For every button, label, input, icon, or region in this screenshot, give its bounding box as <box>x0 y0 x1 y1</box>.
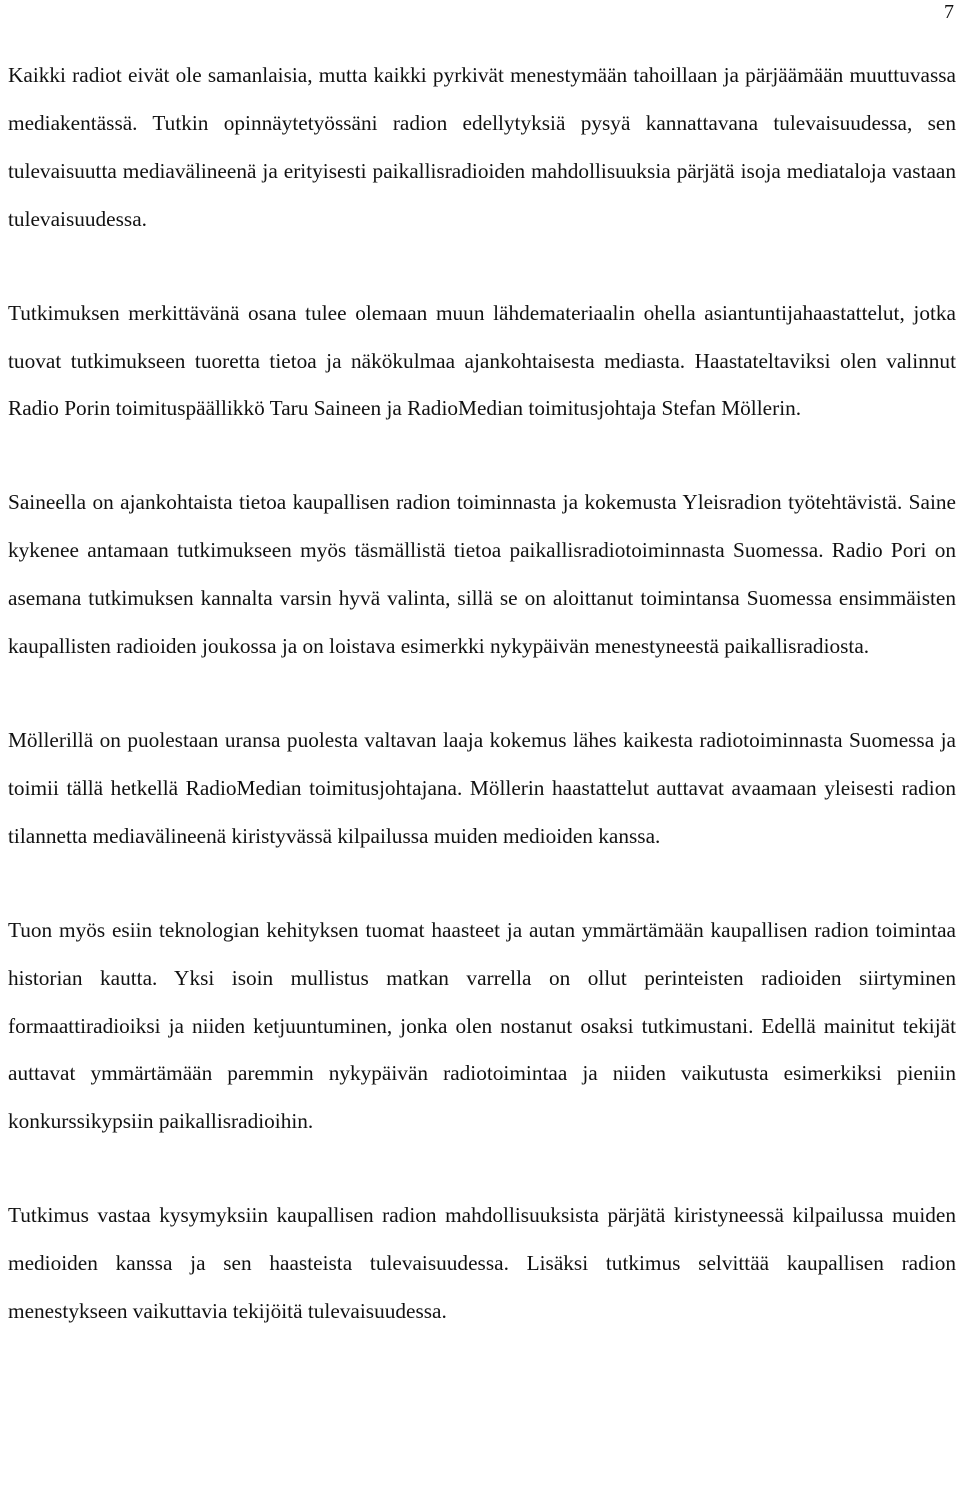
paragraph-4: Möllerillä on puolestaan uransa puolesta valtavan laaja kokemus lähes kaikesta radiotoiminnasta Suomessa ja toimii tällä hetkellä RadioMedian toimitusjohtajana. Möllerin haastattelut auttavat avaamaan yleisesti radion tilannetta mediavälineenä kiristyvässä kilpailussa muiden medioiden kanssa. <box>8 727 956 848</box>
body-text <box>8 52 956 1382</box>
paragraph-2: Tutkimuksen merkittävänä osana tulee olemaan muun lähdemateriaalin ohella asiantuntijahaastattelut, jotka tuovat tutkimukseen tuoretta tietoa ja näkökulmaa ajankohtaisesta mediasta. Haastateltaviksi olen valinnut Radio Porin toimituspäällikkö Taru Saineen ja RadioMedian toimitusjohtaja Stefan Möllerin. <box>8 300 956 421</box>
page-number: 7 <box>944 1 954 23</box>
paragraph-5: Tuon myös esiin teknologian kehityksen tuomat haasteet ja autan ymmärtämään kaupallisen radion toimintaa historian kautta. Yksi isoin mullistus matkan varrella on ollut perinteisten radioiden siirtyminen formaattiradioiksi ja niiden ketjuuntuminen, jonka olen nostanut osaksi tutkimustani. Edellä mainitut tekijät auttavat ymmärtämään paremmin nykypäivän radiotoimintaa ja niiden vaikutusta esimerkiksi pieniin konkurssikypsiin paikallisradioihin. <box>8 917 956 1134</box>
paragraph-3: Saineella on ajankohtaista tietoa kaupallisen radion toiminnasta ja kokemusta Yleisradion työtehtävistä. Saine kykenee antamaan tutkimukseen myös täsmällistä tietoa paikallisradiotoiminnasta Suomessa. Radio Pori on asemana tutkimuksen kannalta varsin hyvä valinta, sillä se on aloittanut toimintansa Suomessa ensimmäisten kaupallisten radioiden joukossa ja on loistava esimerkki nykypäivän menestyneestä paikallisradiosta. <box>8 490 956 659</box>
paragraph-6: Tutkimus vastaa kysymyksiin kaupallisen radion mahdollisuuksista pärjätä kiristyneessä kilpailussa muiden medioiden kanssa ja sen haasteista tulevaisuudessa. Lisäksi tutkimus selvittää kaupallisen radion menestykseen vaikuttavia tekijöitä tulevaisuudessa. <box>8 1203 956 1324</box>
paragraph-1: Kaikki radiot eivät ole samanlaisia, mutta kaikki pyrkivät menestymään tahoillaan ja pärjäämään muuttuvassa mediakentässä. Tutkin opinnäytetyössäni radion edellytyksiä pysyä kannattavana tulevaisuudessa, sen tulevaisuutta mediavälineenä ja erityisesti paikallisradioiden mahdollisuuksia pärjätä isoja mediataloja vastaan tulevaisuudessa. <box>8 63 956 231</box>
